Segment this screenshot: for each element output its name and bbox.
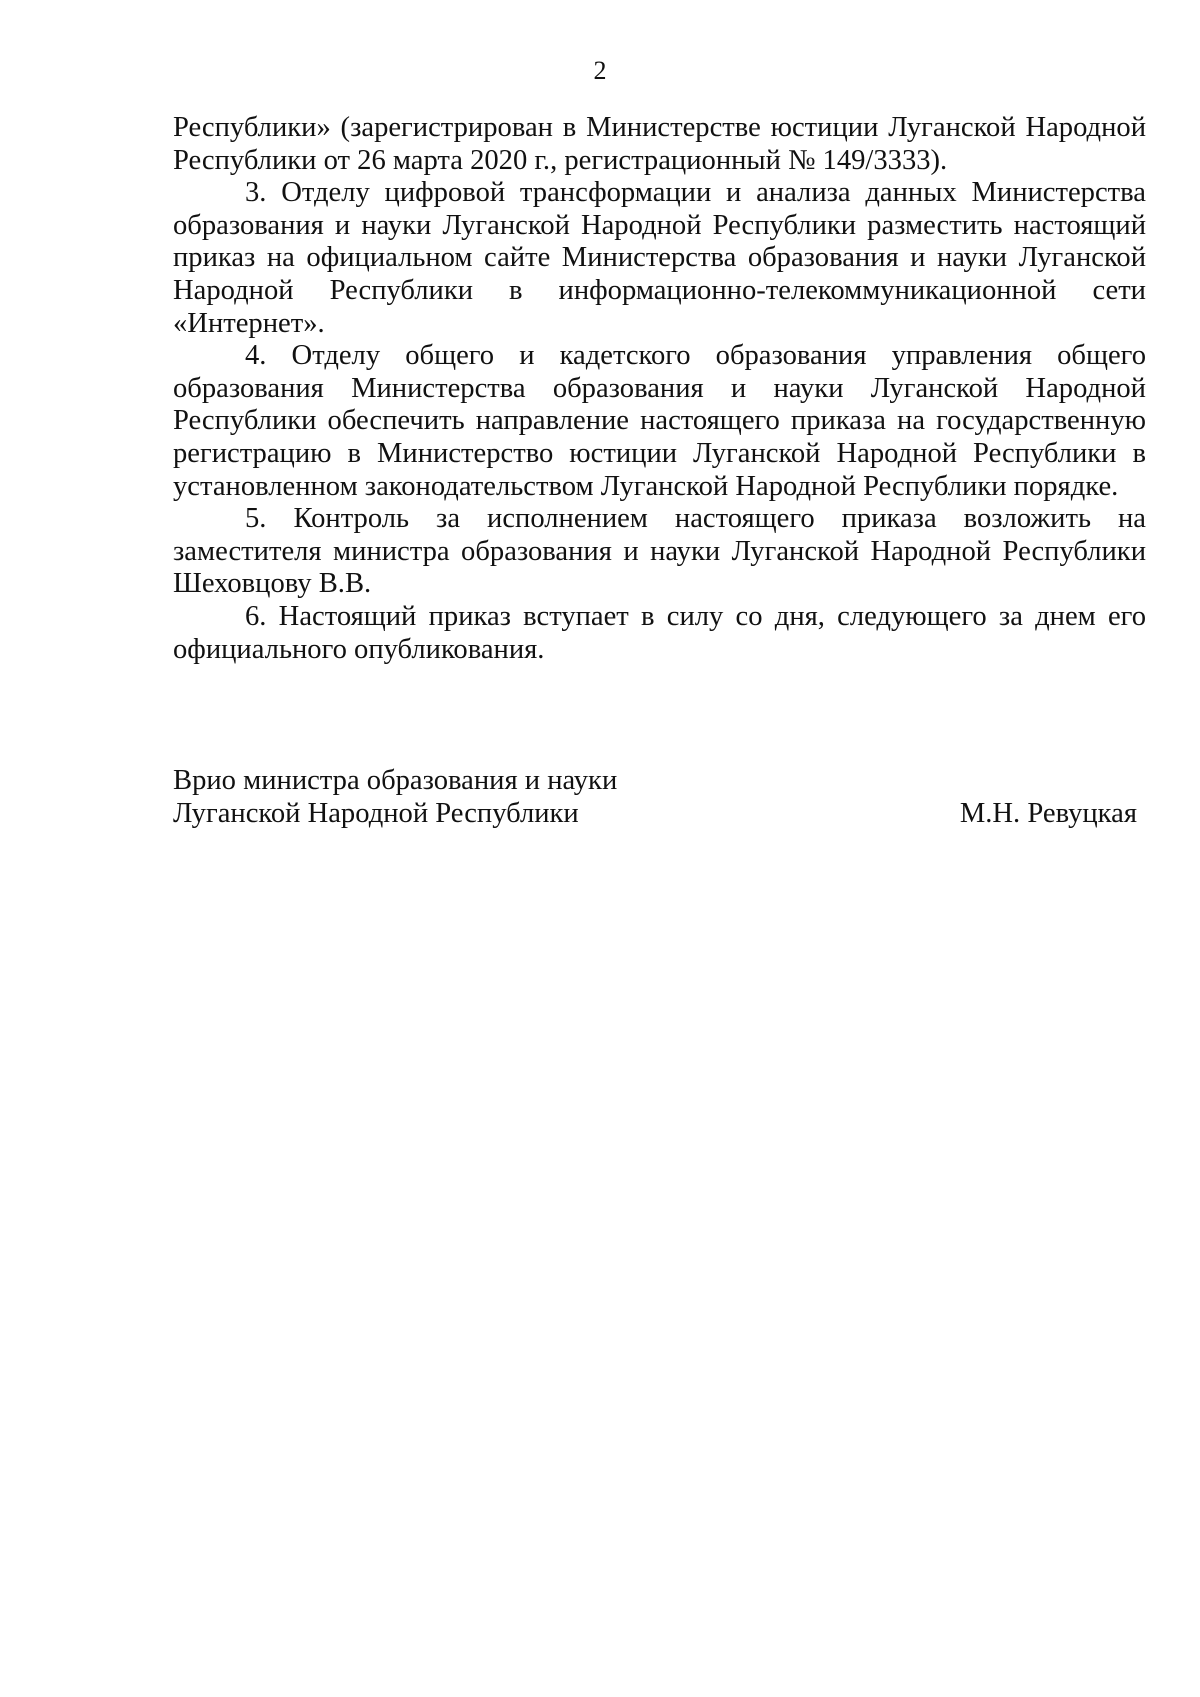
document-body bbox=[173, 112, 1146, 666]
signatory-position-line-2: Луганской Народной Республики bbox=[173, 798, 579, 829]
signature-row bbox=[173, 797, 1137, 830]
signatory-position-line-1: Врио министра образования и науки bbox=[173, 765, 618, 796]
page-number: 2 bbox=[593, 56, 607, 85]
paragraph-continuation: Республики» (зарегистрирован в Министерстве юстиции Луганской Народной Республики от 26 марта 2020 г., регистрационный № 149/3333). bbox=[173, 112, 1146, 176]
signature-block bbox=[173, 764, 1146, 830]
signatory-name: М.Н. Ревуцкая bbox=[959, 798, 1137, 829]
paragraph-item-6: 6. Настоящий приказ вступает в силу со дня, следующего за днем его официального опубликования. bbox=[173, 600, 1146, 665]
paragraph-item-4: 4. Отделу общего и кадетского образования управления общего образования Министерства образования и науки Луганской Народной Республики обеспечить направление настоящего приказа на государственную регистрацию в Министерство юстиции Луганской Народной Республики в установленном законодательством Луганской Народной Республики порядке. bbox=[173, 340, 1146, 502]
paragraph-item-5: 5. Контроль за исполнением настоящего приказа возложить на заместителя министра образования и науки Луганской Народной Республики Шеховцову В.В. bbox=[173, 503, 1146, 600]
paragraph-item-3: 3. Отделу цифровой трансформации и анализа данных Министерства образования и науки Луганской Народной Республики разместить настоящий приказ на официальном сайте Министерства образования и науки Луганской Народной Республики в информационно-телекоммуникационной сети «Интернет». bbox=[173, 177, 1146, 339]
